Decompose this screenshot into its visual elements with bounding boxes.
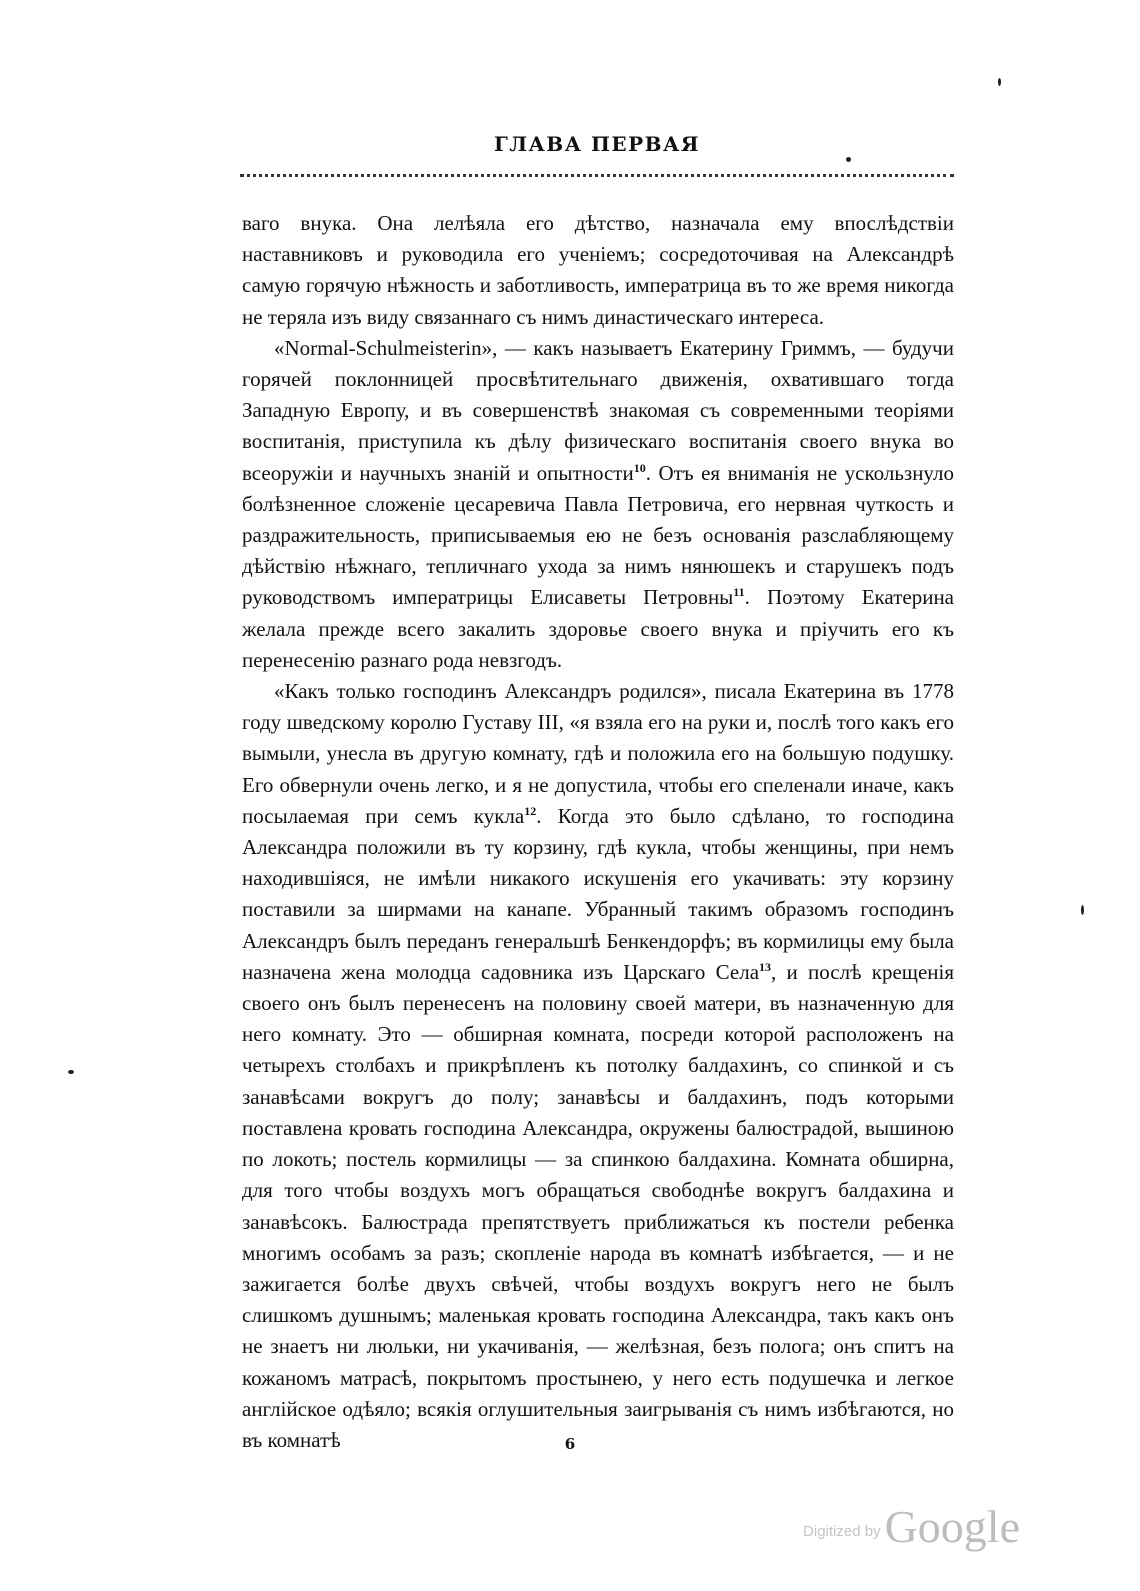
footnote-ref: 10 — [633, 460, 646, 475]
ink-speck — [1081, 905, 1084, 915]
watermark-prefix: Digitized by — [803, 1523, 881, 1540]
ink-speck — [846, 157, 851, 162]
header-rule — [240, 174, 954, 177]
footnote-ref: 13 — [759, 959, 772, 974]
body-text — [242, 208, 954, 1456]
paragraph: «Normal-Schulmeisterin», — какъ называетъ Екатерину Гриммъ, — будучи горячей поклонницей просвѣтительнаго движенія, охватившаго тогда Западную Европу, и въ совершенствѣ знакомая съ современными теоріями воспитанія, приступила къ дѣлу физическаго воспитанія своего внука во всеоружіи и научныхъ знаній и опытности$^{10}$. Отъ ея вниманія не ускользнуло болѣзненное сложеніе цесаревича Павла Петровича, его нервная чуткость и раздражительность, приписываемыя ею не безъ основанія разслабляющему дѣйствію нѣжнаго, тепличнаго ухода за нимъ нянюшекъ и старушекъ подъ руководствомъ императрицы Елисаветы Петровны$^{11}$. Поэтому Екатерина желала прежде всего закалить здоровье своего внука и пріучить его къ перенесенію разнаго рода невзгодъ. — [242, 335, 955, 672]
paragraph: ваго внука. Она лелѣяла его дѣтство, назначала ему впослѣдствіи наставниковъ и руководила его ученіемъ; сосредоточивая на Александрѣ самую горячую нѣжность и заботливость, императрица въ то же время никогда не теряла изъ виду связаннаго съ нимъ династическаго интереса. — [242, 211, 954, 329]
ink-speck — [998, 78, 1001, 86]
page-number: 6 — [564, 1435, 576, 1453]
footnote-ref: 12 — [524, 803, 537, 818]
google-logo: Google — [884, 1501, 1020, 1552]
chapter-heading: ГЛАВА ПЕРВАЯ — [494, 132, 700, 156]
ink-speck — [68, 1070, 74, 1074]
paragraph: «Какъ только господинъ Александръ родился», писала Екатерина въ 1778 году шведскому королю Густаву III, «я взяла его на руки и, послѣ того какъ его вымыли, унесла въ другую комнату, гдѣ и положила его на большую подушку. Его обвернули очень легко, и я не допустила, чтобы его спеленали иначе, какъ посылаемая при семъ кукла$^{12}$. Когда это было сдѣлано, то господина Александра положили въ ту корзину, гдѣ кукла, чтобы женщины, при немъ находившіяся, не имѣли никакого искушенія его укачивать: эту корзину поставили за ширмами на канапе. Убранный такимъ образомъ господинъ Александръ былъ переданъ генеральшѣ Бенкендорфъ; въ кормилицы ему была назначена жена молодца садовника изъ Царскаго Села$^{13}$, и послѣ крещенія своего онъ былъ перенесенъ на половину своей матери, въ назначенную для него комнату. Это — обширная комната, посреди которой расположенъ на четырехъ столбахъ и прикрѣпленъ къ потолку балдахинъ, со спинкой и съ занавѣсами вокругъ до полу; занавѣсы и балдахинъ, подъ которыми поставлена кровать господина Александра, окружены балюстрадой, вышиною по локоть; постель кормилицы — за спинкою балдахина. Комната обширна, для того чтобы воздухъ могъ обращаться свободнѣе вокругъ балдахина и занавѣсокъ. Балюстрада препятствуетъ приближаться къ постели ребенка многимъ особамъ за разъ; скопленіе народа въ комнатѣ избѣгается, — и не зажигается болѣе двухъ свѣчей, чтобы воздухъ вокругъ него не былъ слишкомъ душнымъ; маленькая кровать господина Александра, такъ какъ онъ не знаетъ ни люльки, ни укачиванія, — желѣзная, безъ полога; онъ спитъ на кожаномъ матрасѣ, покрытомъ простынею, у него есть подушечка и легкое англійское одѣяло; всякія оглушительныя заигрыванія съ нимъ избѣгаются, но въ комнатѣ — [242, 679, 954, 1452]
digitized-watermark — [803, 1500, 1020, 1553]
footnote-ref: 11 — [733, 585, 745, 600]
